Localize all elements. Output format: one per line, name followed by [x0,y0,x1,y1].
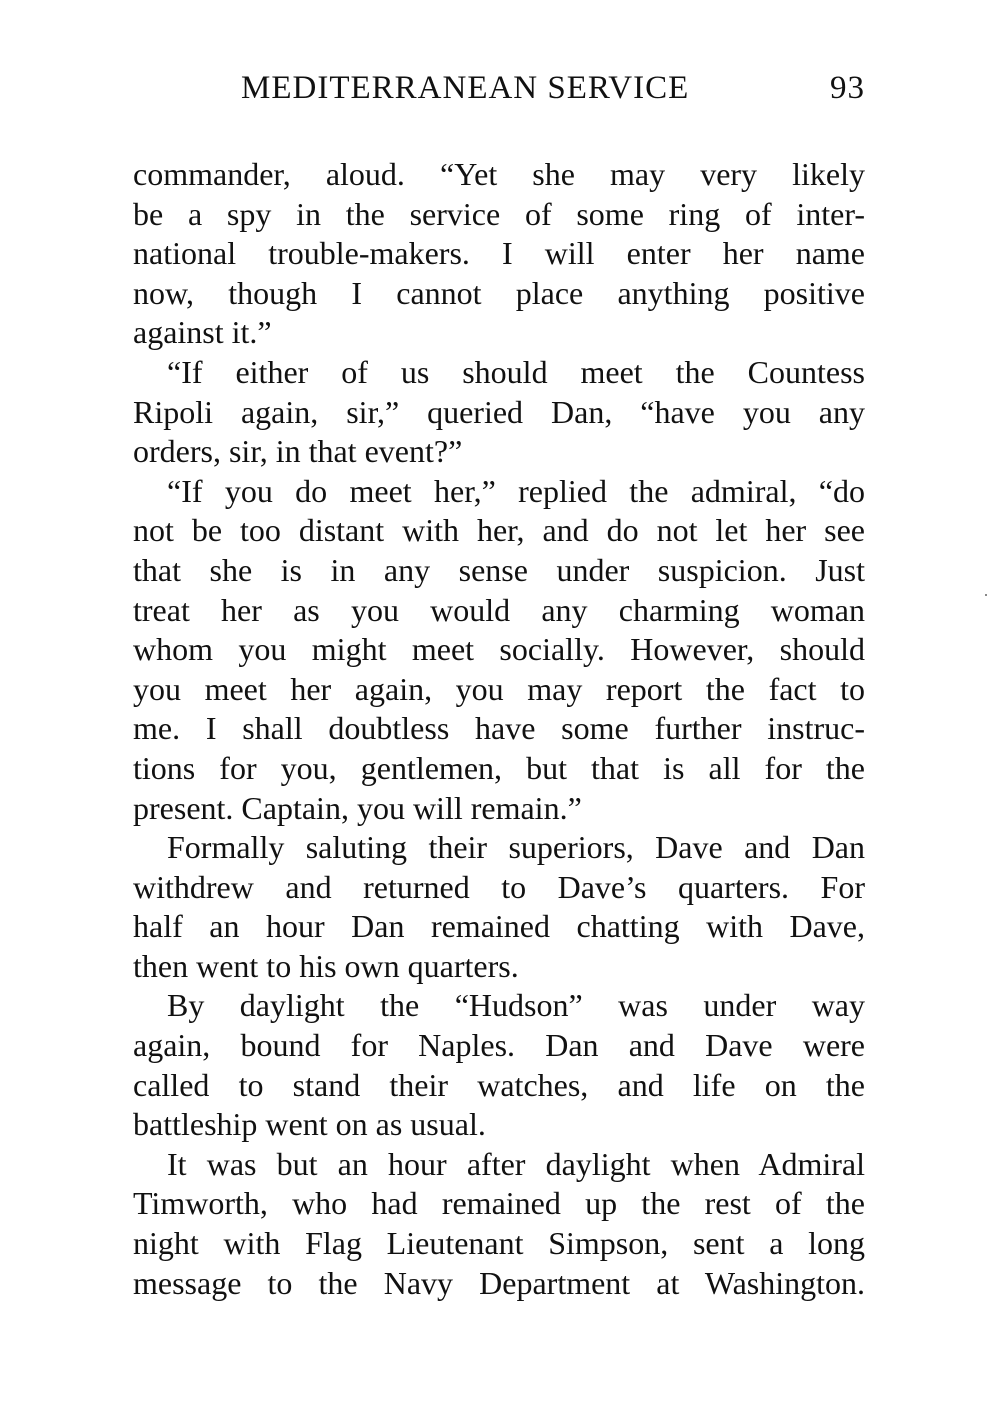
text-line: orders, sir, in that event?” [133,433,463,470]
page-number: 93 [830,70,865,106]
text-line: half an hour Dan remained chatting with Dave, [133,908,865,945]
text-line: Formally saluting their superiors, Dave and Dan [167,829,865,866]
text-line: called to stand their watches, and life on the [133,1066,865,1103]
text-line: you meet her again, you may report the fact to [133,670,865,707]
text-line: now, though I cannot place anything positive [133,274,865,311]
text-line: commander, aloud. “Yet she may very likely [133,156,865,192]
text-line: be a spy in the service of some ring of inter- [133,195,865,232]
running-title: MEDITERRANEAN SERVICE [241,70,690,106]
text-line: against it.” [133,314,272,351]
paragraph [133,828,865,986]
text-line: “If you do meet her,” replied the admiral, “do [167,472,865,509]
text-line: again, bound for Naples. Dan and Dave were [133,1027,865,1064]
text-line: Ripoli again, sir,” queried Dan, “have you any [133,393,865,430]
text-line: then went to his own quarters. [133,947,519,984]
running-head [133,70,865,120]
text-line: battleship went on as usual. [133,1106,486,1143]
text-line: treat her as you would any charming woman [133,591,865,628]
text-line: that she is in any sense under suspicion. Just [133,551,865,588]
paragraph [133,986,865,1144]
text-line: whom you might meet socially. However, should [133,631,865,668]
scan-speck [985,594,987,596]
text-line: tions for you, gentlemen, but that is all for the [133,749,865,786]
body-text [133,155,865,1303]
paragraph [133,472,865,828]
text-line: withdrew and returned to Dave’s quarters. For [133,868,865,905]
text-line: national trouble-makers. I will enter her name [133,235,865,272]
text-line: By daylight the “Hudson” was under way [167,987,865,1024]
text-line: message to the Navy Department at Washington. [133,1264,865,1301]
paragraph [133,155,865,353]
text-line: “If either of us should meet the Countess [167,353,865,390]
text-line: Timworth, who had remained up the rest of the [133,1185,865,1222]
paragraph [133,353,865,472]
paragraph [133,1145,865,1303]
text-line: me. I shall doubtless have some further instruc- [133,710,865,747]
text-line: present. Captain, you will remain.” [133,789,582,826]
text-line: night with Flag Lieutenant Simpson, sent a long [133,1225,865,1262]
text-line: It was but an hour after daylight when Admiral [167,1145,865,1182]
text-line: not be too distant with her, and do not let her see [133,512,865,549]
